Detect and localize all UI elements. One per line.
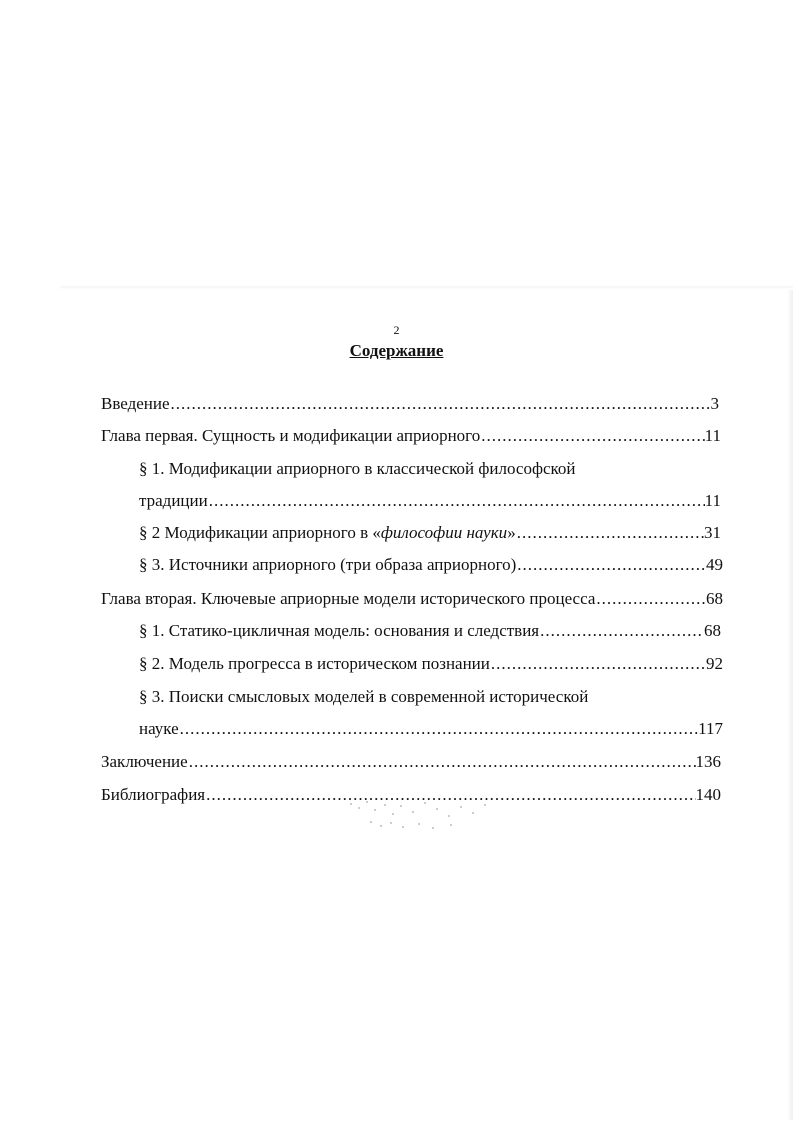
toc-leader-dots bbox=[170, 393, 711, 415]
toc-entry-ch1-sec1-line1: § 1. Модификации априорного в классической философской bbox=[139, 459, 576, 478]
toc-entry-introduction bbox=[101, 393, 719, 415]
scan-shadow-right bbox=[787, 290, 793, 1120]
toc-entry-label: Глава вторая. Ключевые априорные модели исторического процесса bbox=[101, 589, 596, 608]
toc-title: Содержание bbox=[349, 341, 444, 360]
toc-entry-label: § 3. Источники априорного (три образа априорного) bbox=[139, 555, 517, 574]
toc-entry-ch1-sec3 bbox=[139, 554, 723, 576]
toc-entry-page: 117 bbox=[698, 719, 723, 738]
toc-entry-label: § 1. Статико-цикличная модель: основания и следствия bbox=[139, 621, 540, 640]
toc-entry-label: традиции bbox=[139, 491, 208, 510]
toc-leader-dots bbox=[490, 653, 706, 675]
toc-leader-dots bbox=[179, 718, 698, 740]
toc-leader-dots bbox=[205, 784, 695, 806]
toc-entry-label: Глава первая. Сущность и модификации априорного bbox=[101, 426, 481, 445]
scan-shadow-top bbox=[60, 286, 793, 290]
toc-entry-page: 140 bbox=[695, 785, 721, 804]
toc-entry-conclusion bbox=[101, 751, 721, 773]
page-number: 2 bbox=[393, 323, 400, 337]
toc-entry-page: 68 bbox=[706, 589, 723, 608]
toc-label-suffix: » bbox=[507, 523, 516, 542]
toc-entry-bibliography bbox=[101, 784, 721, 806]
toc-entry-page: 49 bbox=[706, 555, 723, 574]
toc-entry-page: 31 bbox=[704, 523, 721, 542]
toc-entry-ch2-sec1 bbox=[139, 620, 721, 642]
toc-entry-label: Библиография bbox=[101, 785, 206, 804]
toc-label-prefix: § 2 Модификации априорного в « bbox=[139, 523, 381, 542]
toc-entry-page: 11 bbox=[704, 491, 721, 510]
toc-entry-page: 136 bbox=[695, 752, 721, 771]
toc-leader-dots bbox=[516, 554, 706, 576]
toc-entry-chapter-1 bbox=[101, 425, 721, 447]
toc-entry-label: Введение bbox=[101, 394, 170, 413]
toc-entry-ch2-sec3 bbox=[139, 718, 723, 740]
toc-leader-dots bbox=[208, 490, 705, 512]
toc-entry-ch2-sec2 bbox=[139, 653, 723, 675]
toc-entry-label: § 2. Модель прогресса в историческом познании bbox=[139, 654, 490, 673]
toc-entry-page: 3 bbox=[710, 394, 719, 413]
toc-entry-label: науке bbox=[139, 719, 179, 738]
toc-label-italic: философии науки bbox=[380, 523, 508, 542]
toc-entry-ch1-sec2 bbox=[139, 522, 721, 544]
toc-leader-dots bbox=[595, 588, 706, 610]
toc-entry-ch1-sec1 bbox=[139, 490, 721, 512]
toc-entry-label bbox=[139, 522, 516, 544]
toc-leader-dots bbox=[539, 620, 704, 642]
toc-entry-page: 92 bbox=[706, 654, 723, 673]
toc-entry-page: 68 bbox=[704, 621, 721, 640]
toc-entry-ch2-sec3-line1: § 3. Поиски смысловых моделей в современной исторической bbox=[139, 687, 589, 706]
toc-entry-label: Заключение bbox=[101, 752, 188, 771]
toc-entry-page: 11 bbox=[704, 426, 721, 445]
toc-leader-dots bbox=[516, 522, 704, 544]
toc-leader-dots bbox=[188, 751, 696, 773]
toc-leader-dots bbox=[480, 425, 704, 447]
toc-entry-chapter-2 bbox=[101, 588, 723, 610]
